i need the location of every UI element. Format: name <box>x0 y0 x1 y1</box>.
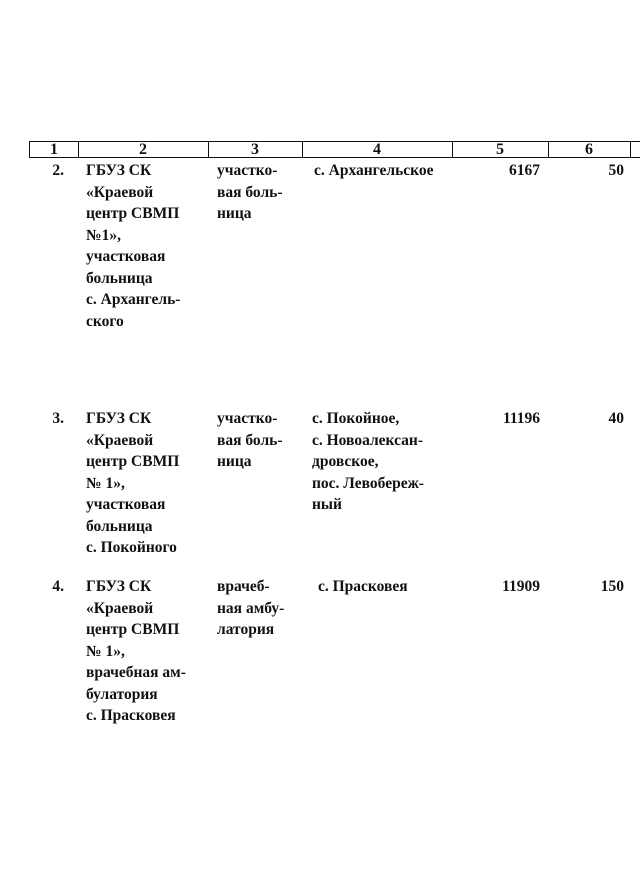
settlements: с. Покойное, с. Новоалексан- дровское, пос. Левобереж- ный <box>312 410 424 513</box>
value: 40 <box>608 410 624 427</box>
header-col-5: 5 <box>496 141 504 158</box>
facility-type: врачеб- ная амбу- латория <box>217 578 285 638</box>
row-number: 3. <box>52 410 64 427</box>
row-number: 4. <box>52 578 64 595</box>
header-col-4: 4 <box>373 141 381 158</box>
header-col-6: 6 <box>585 141 593 158</box>
facility-name: ГБУЗ СК «Краевой центр СВМП № 1», врачебная ам- булатория с. Прасковея <box>86 578 186 724</box>
header-col-1: 1 <box>50 141 58 158</box>
settlements: с. Архангельское <box>314 162 434 179</box>
row-number: 2. <box>52 162 64 179</box>
facility-name: ГБУЗ СК «Краевой центр СВМП №1», участковая больница с. Архангель- ского <box>86 162 181 330</box>
population: 11909 <box>502 578 540 595</box>
value: 150 <box>600 578 624 595</box>
facility-type: участко- вая боль- ница <box>217 410 283 470</box>
population: 6167 <box>509 162 540 179</box>
value: 50 <box>608 162 624 179</box>
table-header-row <box>29 141 640 158</box>
facility-type: участко- вая боль- ница <box>217 162 283 222</box>
header-col-3: 3 <box>251 141 259 158</box>
facility-name: ГБУЗ СК «Краевой центр СВМП № 1», участковая больница с. Покойного <box>86 410 180 556</box>
header-divider <box>630 141 631 158</box>
settlements: с. Прасковея <box>318 578 408 595</box>
header-col-2: 2 <box>139 141 147 158</box>
population: 11196 <box>502 410 540 427</box>
